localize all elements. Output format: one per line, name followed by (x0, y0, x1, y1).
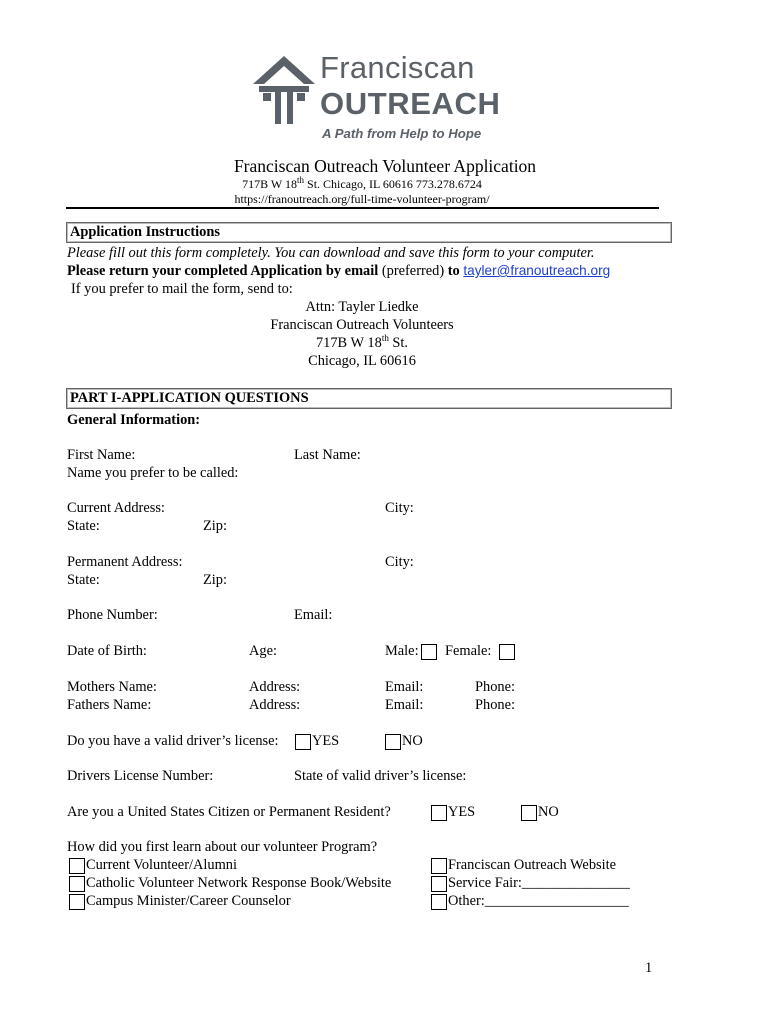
permanent-zip-label: Zip: (203, 572, 227, 588)
instructions-line1: Please fill out this form completely. You can download and save this form to your computer. (67, 245, 595, 261)
page-number: 1 (645, 960, 653, 976)
campus-minister-label: Campus Minister/Career Counselor (86, 893, 291, 909)
first-name-label: First Name: (67, 447, 136, 463)
father-email-label: Email: (385, 697, 424, 713)
license-no-checkbox[interactable] (385, 734, 401, 750)
permanent-city-label: City: (385, 554, 414, 570)
citizen-question: Are you a United States Citizen or Permanent Resident? (67, 804, 391, 820)
phone-number-label: Phone Number: (67, 607, 158, 623)
current-volunteer-label: Current Volunteer/Alumni (86, 857, 237, 873)
citizen-yes-label: YES (448, 804, 476, 820)
catholic-network-checkbox[interactable] (69, 876, 85, 892)
current-volunteer-checkbox[interactable] (69, 858, 85, 874)
fathers-name-label: Fathers Name: (67, 697, 152, 713)
other-checkbox[interactable] (431, 894, 447, 910)
current-zip-label: Zip: (203, 518, 227, 534)
header-divider (66, 207, 659, 209)
preferred-name-label: Name you prefer to be called: (67, 465, 239, 481)
page-title: Franciscan Outreach Volunteer Application (233, 156, 537, 176)
part1-heading-box (66, 388, 672, 409)
header-address: 717B W 18th St. Chicago, IL 60616 773.278.6724 (242, 175, 482, 191)
header-url: https://franoutreach.org/full-time-volunteer-program/ (234, 192, 490, 206)
father-address-label: Address: (249, 697, 301, 713)
current-city-label: City: (385, 500, 414, 516)
mail-org: Franciscan Outreach Volunteers (270, 317, 454, 333)
logo-tagline: A Path from Help to Hope (322, 126, 482, 141)
dob-label: Date of Birth: (67, 643, 147, 659)
male-checkbox[interactable] (421, 644, 437, 660)
contact-email-link[interactable]: tayler@franoutreach.org (463, 263, 611, 278)
service-fair-checkbox[interactable] (431, 876, 447, 892)
female-label: Female: (445, 643, 492, 659)
campus-minister-checkbox[interactable] (69, 894, 85, 910)
permanent-address-label: Permanent Address: (67, 554, 183, 570)
instructions-line3: If you prefer to mail the form, send to: (71, 281, 293, 297)
mothers-name-label: Mothers Name: (67, 679, 157, 695)
mother-address-label: Address: (249, 679, 301, 695)
service-fair-label: Service Fair:_______________ (448, 875, 630, 891)
instructions-heading: Application Instructions (70, 224, 220, 240)
license-question: Do you have a valid driver’s license: (67, 733, 279, 749)
part1-heading: PART I-APPLICATION QUESTIONS (70, 390, 309, 406)
mail-attn: Attn: Tayler Liedke (305, 299, 419, 315)
catholic-network-label: Catholic Volunteer Network Response Book/Website (86, 875, 392, 891)
license-number-label: Drivers License Number: (67, 768, 214, 784)
instructions-line2: Please return your completed Application by email (preferred) to tayler@franoutreach.org (67, 263, 611, 279)
mother-phone-label: Phone: (475, 679, 515, 695)
citizen-no-checkbox[interactable] (521, 805, 537, 821)
female-checkbox[interactable] (499, 644, 515, 660)
general-info-heading: General Information: (67, 412, 201, 428)
license-state-label: State of valid driver’s license: (294, 768, 467, 784)
last-name-label: Last Name: (294, 447, 361, 463)
instructions-heading-box (66, 222, 672, 243)
current-state-label: State: (67, 518, 100, 534)
mother-email-label: Email: (385, 679, 424, 695)
website-label: Franciscan Outreach Website (448, 857, 616, 873)
age-label: Age: (249, 643, 277, 659)
citizen-no-label: NO (538, 804, 559, 820)
current-address-label: Current Address: (67, 500, 165, 516)
website-checkbox[interactable] (431, 858, 447, 874)
father-phone-label: Phone: (475, 697, 515, 713)
franciscan-cross-icon (253, 56, 315, 124)
permanent-state-label: State: (67, 572, 100, 588)
email-label: Email: (294, 607, 333, 623)
license-yes-checkbox[interactable] (295, 734, 311, 750)
learn-question: How did you first learn about our volunteer Program? (67, 839, 378, 855)
logo-name-line2: OUTREACH (320, 86, 501, 121)
mail-city: Chicago, IL 60616 (308, 353, 416, 369)
citizen-yes-checkbox[interactable] (431, 805, 447, 821)
other-label: Other:____________________ (448, 893, 629, 909)
mail-street: 717B W 18th St. (315, 333, 409, 351)
logo-name-line1: Franciscan (320, 50, 475, 85)
license-no-label: NO (402, 733, 423, 749)
license-yes-label: YES (312, 733, 340, 749)
male-label: Male: (385, 643, 419, 659)
